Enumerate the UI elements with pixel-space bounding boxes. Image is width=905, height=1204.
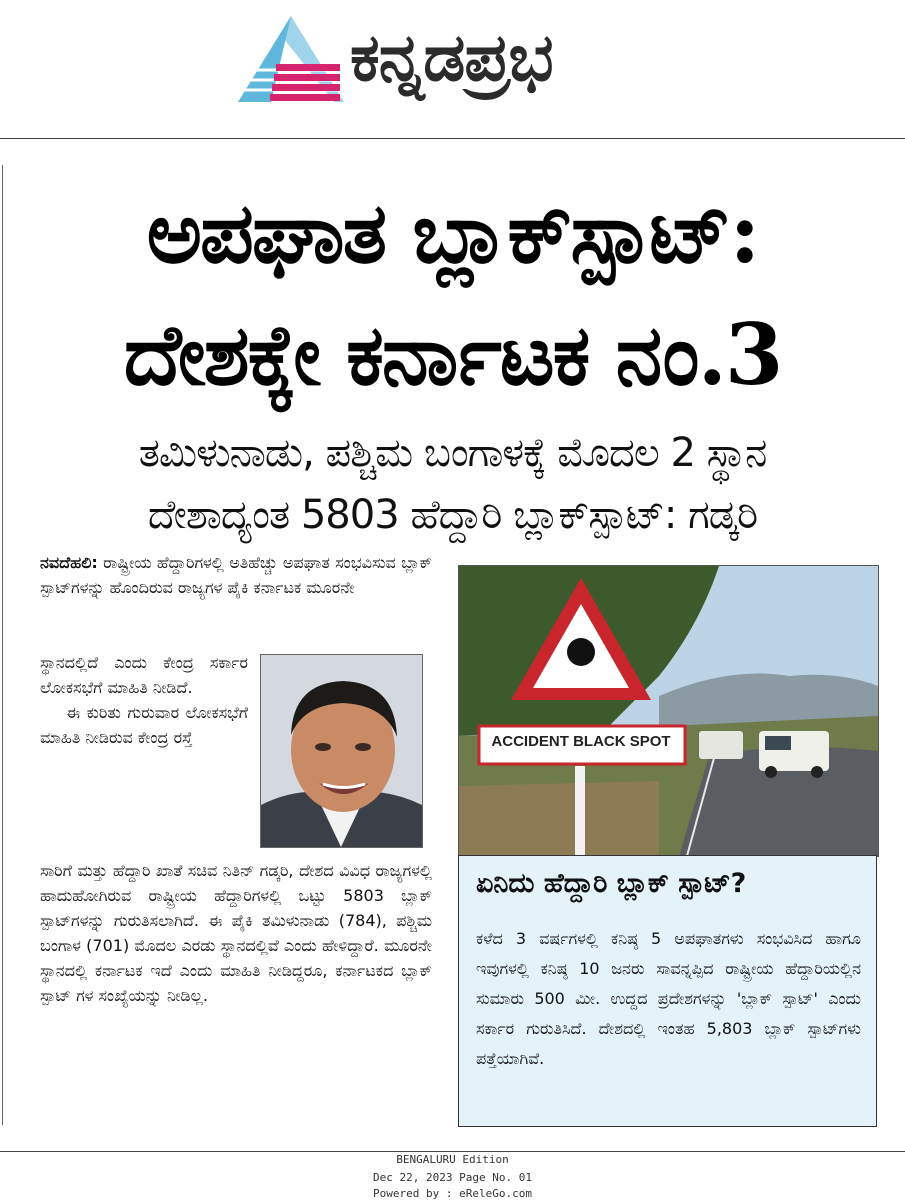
article-paragraph-1a <box>40 550 432 600</box>
masthead-logo-text: ಕನ್ನಡಪ್ರಭ <box>350 18 553 96</box>
date-page-label: Dec 22, 2023 Page No. 01 <box>373 1171 532 1184</box>
edition-label: BENGALURU Edition <box>396 1153 509 1166</box>
article-text: ಸಾರಿಗೆ ಮತ್ತು ಹೆದ್ದಾರಿ ಖಾತೆ ಸಚಿವ ನಿತಿನ್‌ ಗಡ್ಕರಿ, ದೇಶದ ವಿವಿಧ ರಾಜ್ಯಗಳಲ್ಲಿ ಹಾದುಹೋಗಿರುವ ರಾಷ್ಟ್ರೀಯ ಹೆದ್ದಾರಿಗಳಲ್ಲಿ ಒಟ್ಟು 5803 ಬ್ಲಾಕ್‌ ಸ್ಪಾಟ್‌ಗಳನ್ನು ಗುರುತಿಸಲಾಗಿದೆ. ಈ ಪೈಕಿ ತಮಿಳುನಾಡು (784), ಪಶ್ಚಿಮ ಬಂಗಾಳ (701) ಮೊದಲ ಎರಡು ಸ್ಥಾನದಲ್ಲಿವೆ ಎಂದು ಹೇಳಿದ್ದಾರೆ. ಮೂರನೇ ಸ್ಥಾನದಲ್ಲಿ ಕರ್ನಾಟಕ ಇದೆ ಎಂದು ಮಾಹಿತಿ ನೀಡಿದ್ದರೂ, ಕರ್ನಾಟಕದ ಬ್ಲಾಕ್‌ ಸ್ಪಾಟ್‌ ಗಳ ಸಂಖ್ಯೆಯನ್ನು ನೀಡಿಲ್ಲ. <box>40 861 432 1005</box>
minister-portrait-photo <box>260 654 423 848</box>
article-paragraph-1b <box>40 650 248 750</box>
footer-divider <box>0 1151 905 1152</box>
logo-icon <box>236 14 346 106</box>
subheadline-line-2: ದೇಶಾದ್ಯಂತ 5803 ಹೆದ್ದಾರಿ ಬ್ಲಾಕ್‌ಸ್ಪಾಟ್‌: ಗಡ್ಕರಿ <box>147 492 758 538</box>
headline-line-1: ಅಪಘಾತ ಬ್ಲಾಕ್‌ಸ್ಪಾಟ್‌: <box>146 183 759 282</box>
article-text: ರಾಷ್ಟ್ರೀಯ ಹೆದ್ದಾರಿಗಳಲ್ಲಿ ಅತಿಹೆಚ್ಚು ಅಪಘಾತ ಸಂಭವಿಸುವ ಬ್ಲಾಕ್‌ ಸ್ಪಾಟ್‌ಗಳನ್ನು ಹೊಂದಿರುವ ರಾಜ್ಯಗಳ ಪೈಕಿ ಕರ್ನಾಟಕ ಮೂರನೇ <box>40 553 433 597</box>
explainer-text: ಕಳೆದ 3 ವರ್ಷಗಳಲ್ಲಿ ಕನಿಷ್ಠ 5 ಅಪಘಾತಗಳು ಸಂಭವಿಸಿದ ಹಾಗೂ ಇವುಗಳಲ್ಲಿ ಕನಿಷ್ಠ 10 ಜನರು ಸಾವನ್ನಪ್ಪಿದ ರಾಷ್ಟ್ರೀಯ ಹೆದ್ದಾರಿಯಲ್ಲಿನ ಸುಮಾರು 500 ಮೀ. ಉದ್ದದ ಪ್ರದೇಶಗಳನ್ನು 'ಬ್ಲಾಕ್‌ ಸ್ಪಾಟ್‌' ಎಂದು ಸರ್ಕಾರ ಗುರುತಿಸಿದೆ. ದೇಶದಲ್ಲಿ ಇಂತಹ 5,803 ಬ್ಲಾಕ್‌ ಸ್ಪಾಟ್‌ಗಳು ಪತ್ತೆಯಾಗಿವೆ. <box>476 929 861 1068</box>
masthead-divider <box>0 138 905 139</box>
powered-by-label: Powered by : eReleGo.com <box>373 1187 532 1200</box>
black-spot-sign-photo <box>458 565 879 857</box>
explainer-title: ಏನಿದು ಹೆದ್ದಾರಿ ಬ್ಲಾಕ್‌ ಸ್ಪಾಟ್‌? <box>476 868 747 899</box>
article-text: ಈ ಕುರಿತು ಗುರುವಾರ ಲೋಕಸಭೆಗೆ ಮಾಹಿತಿ ನೀಡಿರುವ ಕೇಂದ್ರ ರಸ್ತೆ <box>40 703 249 747</box>
article-text: ಸ್ಥಾನದಲ್ಲಿದೆ ಎಂದು ಕೇಂದ್ರ ಸರ್ಕಾರ ಲೋಕಸಭೆಗೆ ಮಾಹಿತಿ ನೀಡಿದೆ. <box>40 653 248 697</box>
sign-text: ACCIDENT BLACK SPOT <box>491 733 671 750</box>
dateline: ನವದೆಹಲಿ: <box>40 553 98 572</box>
headline-line-2: ದೇಶಕ್ಕೇ ಕರ್ನಾಟಕ ನಂ.3 <box>123 305 782 404</box>
article-paragraph-2 <box>40 858 432 1008</box>
subheadline-line-1: ತಮಿಳುನಾಡು, ಪಶ್ಚಿಮ ಬಂಗಾಳಕ್ಕೆ ಮೊದಲ 2 ಸ್ಥಾನ <box>138 430 767 476</box>
